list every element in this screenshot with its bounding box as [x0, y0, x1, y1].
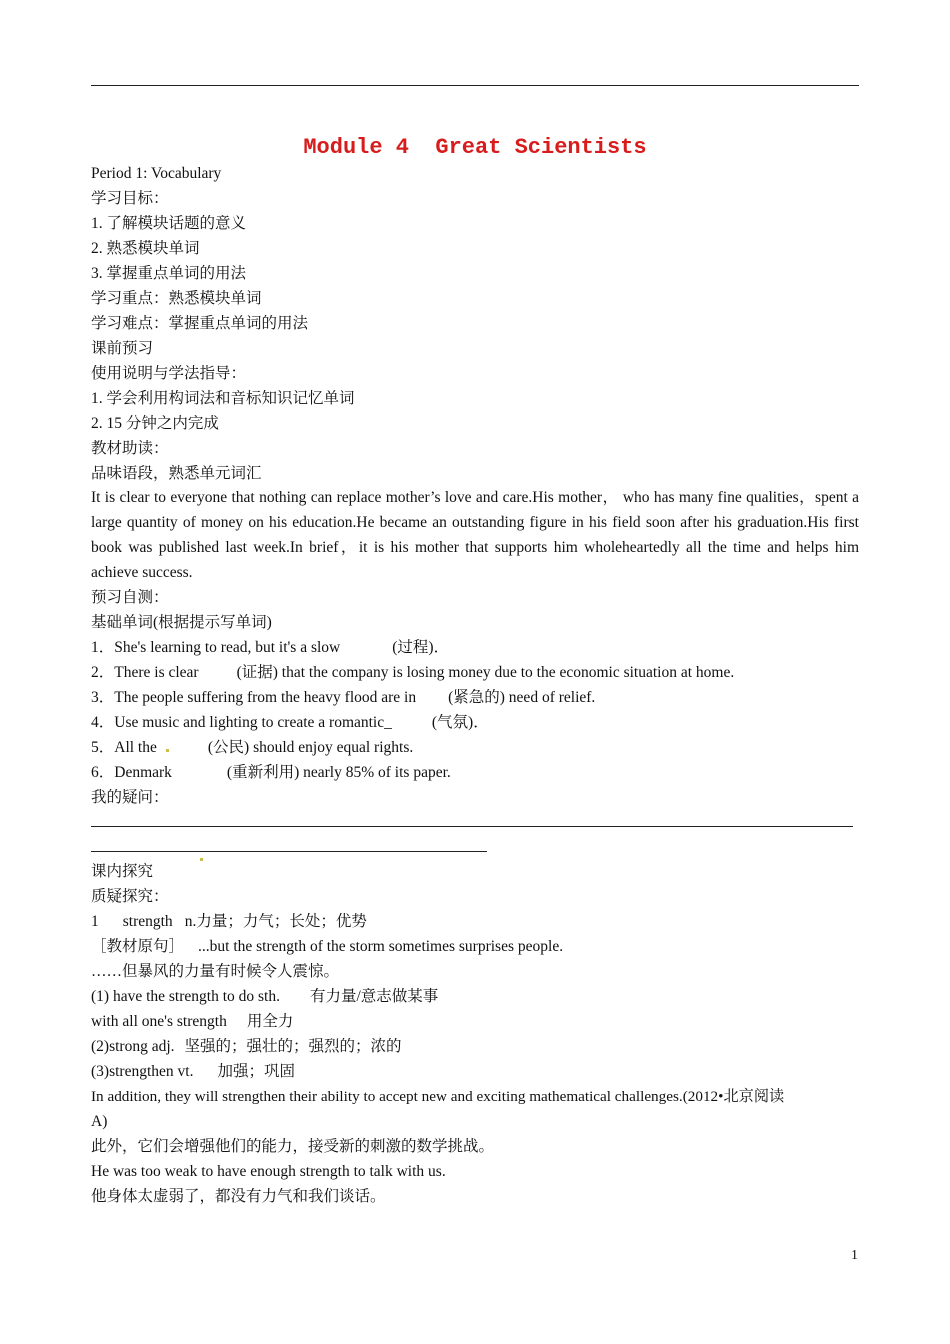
usage-chinese: 坚强的；强壮的；强烈的；浓的	[184, 1038, 402, 1055]
reading-paragraph: It is clear to everyone that nothing can replace mother’s love and care.His mother， who has many fine qualities，spent a large quantity of money on his education.He became an outstanding figure in his field soon after his graduation.His first book was published last week.In brief，it is his mother that supports him wholeheartedly all the time and helps him achieve success.	[91, 489, 859, 581]
questions-heading: 我的疑问：	[91, 789, 169, 806]
exercise-prompt: 6．Denmark	[91, 764, 172, 781]
exercise-item	[91, 735, 413, 760]
usage-english: with all one's strength	[91, 1013, 227, 1030]
reading-subheading: 品味语段，熟悉单元词汇	[91, 465, 262, 482]
usage-line	[91, 1059, 295, 1084]
header-rule	[91, 85, 859, 86]
document-title: Module 4 Great Scientists	[303, 135, 647, 160]
usage-line	[91, 984, 438, 1009]
inclass-heading: 课内探究	[91, 863, 154, 880]
word-number: 1	[91, 913, 99, 930]
selftest-subheading: 基础单词(根据提示写单词)	[91, 614, 272, 631]
usage-english: (2)strong adj.	[91, 1038, 175, 1055]
exercise-item	[91, 660, 734, 685]
page-number: 1	[851, 1248, 858, 1263]
example-english-continued: A)	[91, 1113, 108, 1130]
usage-chinese: 有力量/意志做某事	[309, 988, 439, 1005]
preview-heading: 课前预习	[91, 340, 154, 357]
word-entry	[91, 909, 367, 934]
usage-line	[91, 1009, 293, 1034]
exercise-prompt: 1．She's learning to read, but it's a slow	[91, 639, 341, 656]
example-english: He was too weak to have enough strength to talk with us.	[91, 1163, 446, 1180]
exercise-hint: (重新利用) nearly 85% of its paper.	[226, 764, 451, 781]
stray-dot-mark	[166, 749, 169, 752]
exercise-item	[91, 710, 489, 735]
usage-english: (3)strengthen vt.	[91, 1063, 194, 1080]
textbook-translation: ……但暴风的力量有时候令人震惊。	[91, 963, 340, 980]
exercise-prompt: 5．All the	[91, 739, 157, 756]
word-headword: strength	[122, 913, 173, 930]
exercise-hint: (公民) should enjoy equal rights.	[207, 739, 414, 756]
exercise-hint: (过程)．	[392, 639, 450, 656]
word-definition: n.力量；力气；长处；优势	[184, 913, 367, 930]
question-fill-line[interactable]	[91, 826, 853, 827]
textbook-label: ［教材原句］	[91, 938, 185, 955]
exercise-hint: (气氛)．	[431, 714, 489, 731]
difficulty-line: 学习难点：掌握重点单词的用法	[91, 315, 309, 332]
textbook-sentence-line	[91, 934, 563, 959]
exercise-prompt: 2．There is clear	[91, 664, 199, 681]
example-english: In addition, they will strengthen their ability to accept new and exciting mathematical challenges.(2012•北京阅读	[91, 1088, 785, 1105]
guide-item: 1. 学会利用构词法和音标知识记忆单词	[91, 390, 355, 407]
selftest-heading: 预习自测：	[91, 589, 169, 606]
exercise-prompt: 4．Use music and lighting to create a romantic_	[91, 714, 392, 731]
question-fill-line[interactable]	[91, 851, 487, 852]
objective-item: 2. 熟悉模块单词	[91, 240, 200, 257]
objectives-heading: 学习目标：	[91, 190, 169, 207]
objective-item: 3. 掌握重点单词的用法	[91, 265, 247, 282]
usage-line	[91, 1034, 402, 1059]
usage-chinese: 用全力	[246, 1013, 294, 1030]
example-chinese: 此外，它们会增强他们的能力，接受新的刺激的数学挑战。	[91, 1138, 495, 1155]
exercise-item	[91, 685, 595, 710]
usage-chinese: 加强；巩固	[217, 1063, 295, 1080]
usage-english: (1) have the strength to do sth.	[91, 988, 280, 1005]
stray-dot-mark	[199, 848, 204, 866]
objective-item: 1. 了解模块话题的意义	[91, 215, 247, 232]
example-chinese: 他身体太虚弱了，都没有力气和我们谈话。	[91, 1188, 386, 1205]
exercise-prompt: 3．The people suffering from the heavy flood are in	[91, 689, 417, 706]
exercise-hint: (紧急的) need of relief.	[448, 689, 596, 706]
inquiry-heading: 质疑探究：	[91, 888, 169, 905]
guide-heading: 使用说明与学法指导：	[91, 365, 247, 382]
exercise-item	[91, 760, 451, 785]
exercise-hint: (证据) that the company is losing money due to the economic situation at home.	[236, 664, 735, 681]
period-label: Period 1: Vocabulary	[91, 165, 222, 182]
exercise-item	[91, 635, 449, 660]
focus-line: 学习重点：熟悉模块单词	[91, 290, 262, 307]
textbook-sentence: ...but the strength of the storm sometimes surprises people.	[198, 938, 564, 955]
guide-item: 2. 15 分钟之内完成	[91, 415, 219, 432]
reading-heading: 教材助读：	[91, 440, 169, 457]
